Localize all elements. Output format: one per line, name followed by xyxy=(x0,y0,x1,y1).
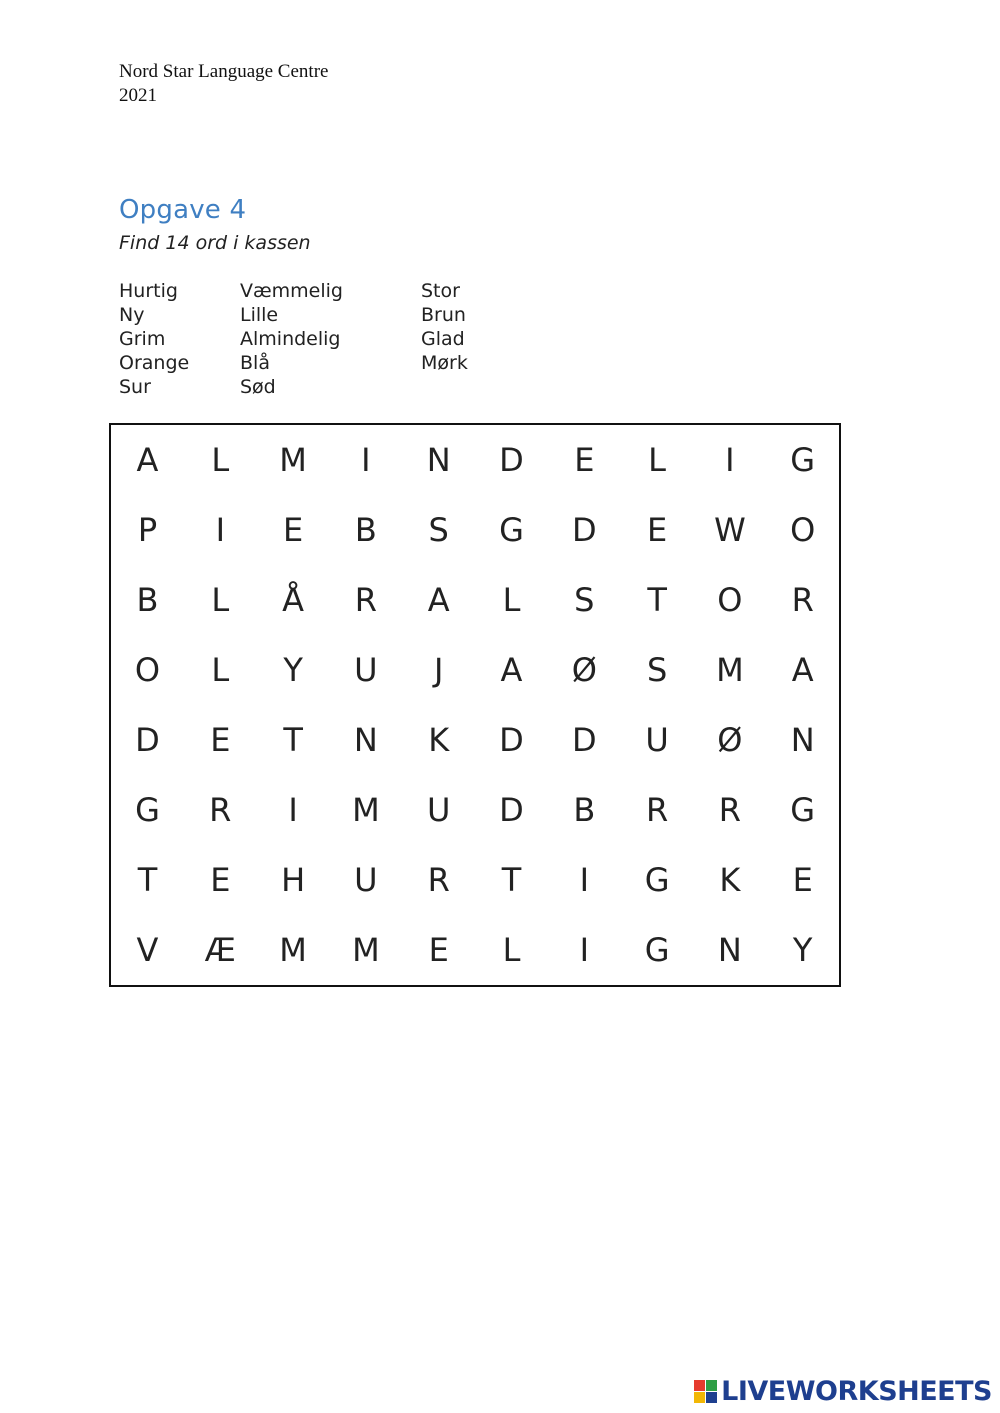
grid-cell[interactable]: D xyxy=(499,721,524,759)
grid-cell[interactable]: N xyxy=(717,931,742,969)
exercise-title: Opgave 4 xyxy=(119,195,247,225)
grid-cell[interactable]: M xyxy=(352,791,380,829)
grid-cell[interactable]: I xyxy=(579,861,590,899)
grid-cell[interactable]: B xyxy=(573,791,596,829)
grid-cell[interactable]: U xyxy=(426,791,451,829)
grid-cell[interactable]: R xyxy=(427,861,450,899)
grid-cell[interactable]: O xyxy=(134,651,161,689)
logo-square xyxy=(706,1392,717,1403)
liveworksheets-logo-icon xyxy=(694,1380,717,1403)
word-item: Grim xyxy=(119,328,166,350)
grid-cell[interactable]: N xyxy=(353,721,378,759)
grid-cell[interactable]: P xyxy=(137,511,158,549)
grid-cell[interactable]: R xyxy=(791,581,814,619)
grid-row xyxy=(111,775,839,845)
grid-cell[interactable]: S xyxy=(574,581,595,619)
grid-cell[interactable]: Y xyxy=(283,651,303,689)
grid-cell[interactable]: E xyxy=(210,861,231,899)
word-item: Væmmelig xyxy=(240,280,343,302)
grid-cell[interactable]: T xyxy=(647,581,667,619)
word-search-grid xyxy=(109,423,841,987)
word-item: Orange xyxy=(119,352,190,374)
grid-cell[interactable]: S xyxy=(646,651,668,689)
grid-row xyxy=(111,495,839,565)
grid-cell[interactable]: M xyxy=(716,651,744,689)
grid-cell[interactable]: O xyxy=(790,511,816,549)
grid-cell[interactable]: D xyxy=(571,511,597,549)
grid-cell[interactable]: I xyxy=(288,791,298,829)
word-column-2 xyxy=(240,279,343,399)
grid-cell[interactable]: U xyxy=(645,721,669,759)
grid-cell[interactable]: R xyxy=(645,791,669,829)
grid-cell[interactable]: A xyxy=(136,441,159,479)
grid-cell[interactable]: N xyxy=(426,441,451,479)
grid-cell[interactable]: B xyxy=(354,511,377,549)
grid-cell[interactable]: Y xyxy=(792,931,813,969)
grid-row xyxy=(111,705,839,775)
grid-cell[interactable]: D xyxy=(499,791,524,829)
grid-cell[interactable]: E xyxy=(574,441,595,479)
grid-cell[interactable]: G xyxy=(644,931,670,969)
word-item: Blå xyxy=(240,352,270,374)
grid-cell[interactable]: E xyxy=(282,511,304,549)
word-item: Stor xyxy=(421,280,460,302)
grid-cell[interactable]: L xyxy=(502,931,521,969)
grid-cell[interactable]: G xyxy=(790,441,816,479)
exercise-instruction: Find 14 ord i kassen xyxy=(119,232,311,254)
grid-cell[interactable]: M xyxy=(279,931,307,969)
grid-cell[interactable]: O xyxy=(717,581,743,619)
grid-row xyxy=(111,635,839,705)
grid-cell[interactable]: M xyxy=(352,931,380,969)
grid-cell[interactable]: I xyxy=(579,931,590,969)
grid-cell[interactable]: R xyxy=(209,791,232,829)
document-header xyxy=(119,60,328,108)
logo-square xyxy=(694,1380,705,1391)
grid-row xyxy=(111,565,839,635)
grid-cell[interactable]: Ø xyxy=(717,721,743,759)
document-year: 2021 xyxy=(119,85,157,106)
grid-cell[interactable]: L xyxy=(211,581,230,619)
word-item: Brun xyxy=(421,304,466,326)
grid-cell[interactable]: A xyxy=(791,651,814,689)
word-item: Sød xyxy=(240,376,276,398)
grid-cell[interactable]: D xyxy=(571,721,597,759)
grid-cell[interactable]: Ø xyxy=(571,651,597,689)
grid-cell[interactable]: I xyxy=(725,441,735,479)
grid-cell[interactable]: L xyxy=(648,441,666,479)
grid-cell[interactable]: J xyxy=(433,651,444,689)
grid-cell[interactable]: L xyxy=(211,651,230,689)
grid-cell[interactable]: T xyxy=(283,721,303,759)
grid-cell[interactable]: G xyxy=(135,791,160,829)
word-item: Hurtig xyxy=(119,280,178,302)
grid-cell[interactable]: V xyxy=(136,931,159,969)
grid-cell[interactable]: E xyxy=(792,861,813,899)
grid-cell[interactable]: I xyxy=(215,511,226,549)
liveworksheets-logo xyxy=(694,1376,992,1407)
grid-cell[interactable]: Å xyxy=(282,581,305,619)
word-item: Glad xyxy=(421,328,465,350)
grid-row xyxy=(111,845,839,915)
word-item: Lille xyxy=(240,304,279,326)
grid-cell[interactable]: E xyxy=(428,931,449,969)
grid-cell[interactable]: D xyxy=(499,441,524,479)
grid-row xyxy=(111,425,839,495)
grid-cell[interactable]: N xyxy=(790,721,815,759)
grid-cell[interactable]: A xyxy=(500,651,523,689)
grid-cell[interactable]: D xyxy=(135,721,160,759)
grid-cell[interactable]: G xyxy=(644,861,670,899)
grid-cell[interactable]: G xyxy=(790,791,816,829)
grid-cell[interactable]: S xyxy=(428,511,449,549)
word-column-1 xyxy=(119,279,189,399)
grid-row xyxy=(111,915,839,985)
word-item: Almindelig xyxy=(240,328,341,350)
grid-cell[interactable]: U xyxy=(354,651,378,689)
grid-cell[interactable]: T xyxy=(137,861,158,899)
word-item: Ny xyxy=(119,304,145,326)
grid-cell[interactable]: U xyxy=(354,861,378,899)
grid-cell[interactable]: E xyxy=(646,511,668,549)
grid-cell[interactable]: W xyxy=(714,511,746,549)
grid-cell[interactable]: G xyxy=(499,511,524,549)
logo-square xyxy=(706,1380,717,1391)
word-column-3 xyxy=(421,279,468,375)
grid-cell[interactable]: T xyxy=(501,861,522,899)
grid-cell[interactable]: B xyxy=(136,581,159,619)
organization-name: Nord Star Language Centre xyxy=(119,61,329,82)
logo-square xyxy=(694,1392,705,1403)
grid-cell[interactable]: L xyxy=(502,581,521,619)
grid-cell[interactable]: E xyxy=(210,721,231,759)
grid-cell[interactable]: K xyxy=(428,721,450,759)
grid-cell[interactable]: Æ xyxy=(204,931,236,969)
grid-cell[interactable]: L xyxy=(211,441,230,479)
grid-cell[interactable]: M xyxy=(279,441,307,479)
grid-cell[interactable]: K xyxy=(719,861,741,899)
grid-cell[interactable]: A xyxy=(427,581,450,619)
brand-name: LIVEWORKSHEETS xyxy=(721,1376,992,1407)
grid-cell[interactable]: H xyxy=(281,861,306,899)
word-item: Mørk xyxy=(421,352,468,374)
grid-cell[interactable]: R xyxy=(718,791,741,829)
grid-cell[interactable]: R xyxy=(354,581,377,619)
grid-cell[interactable]: I xyxy=(361,441,371,479)
word-item: Sur xyxy=(119,376,151,398)
